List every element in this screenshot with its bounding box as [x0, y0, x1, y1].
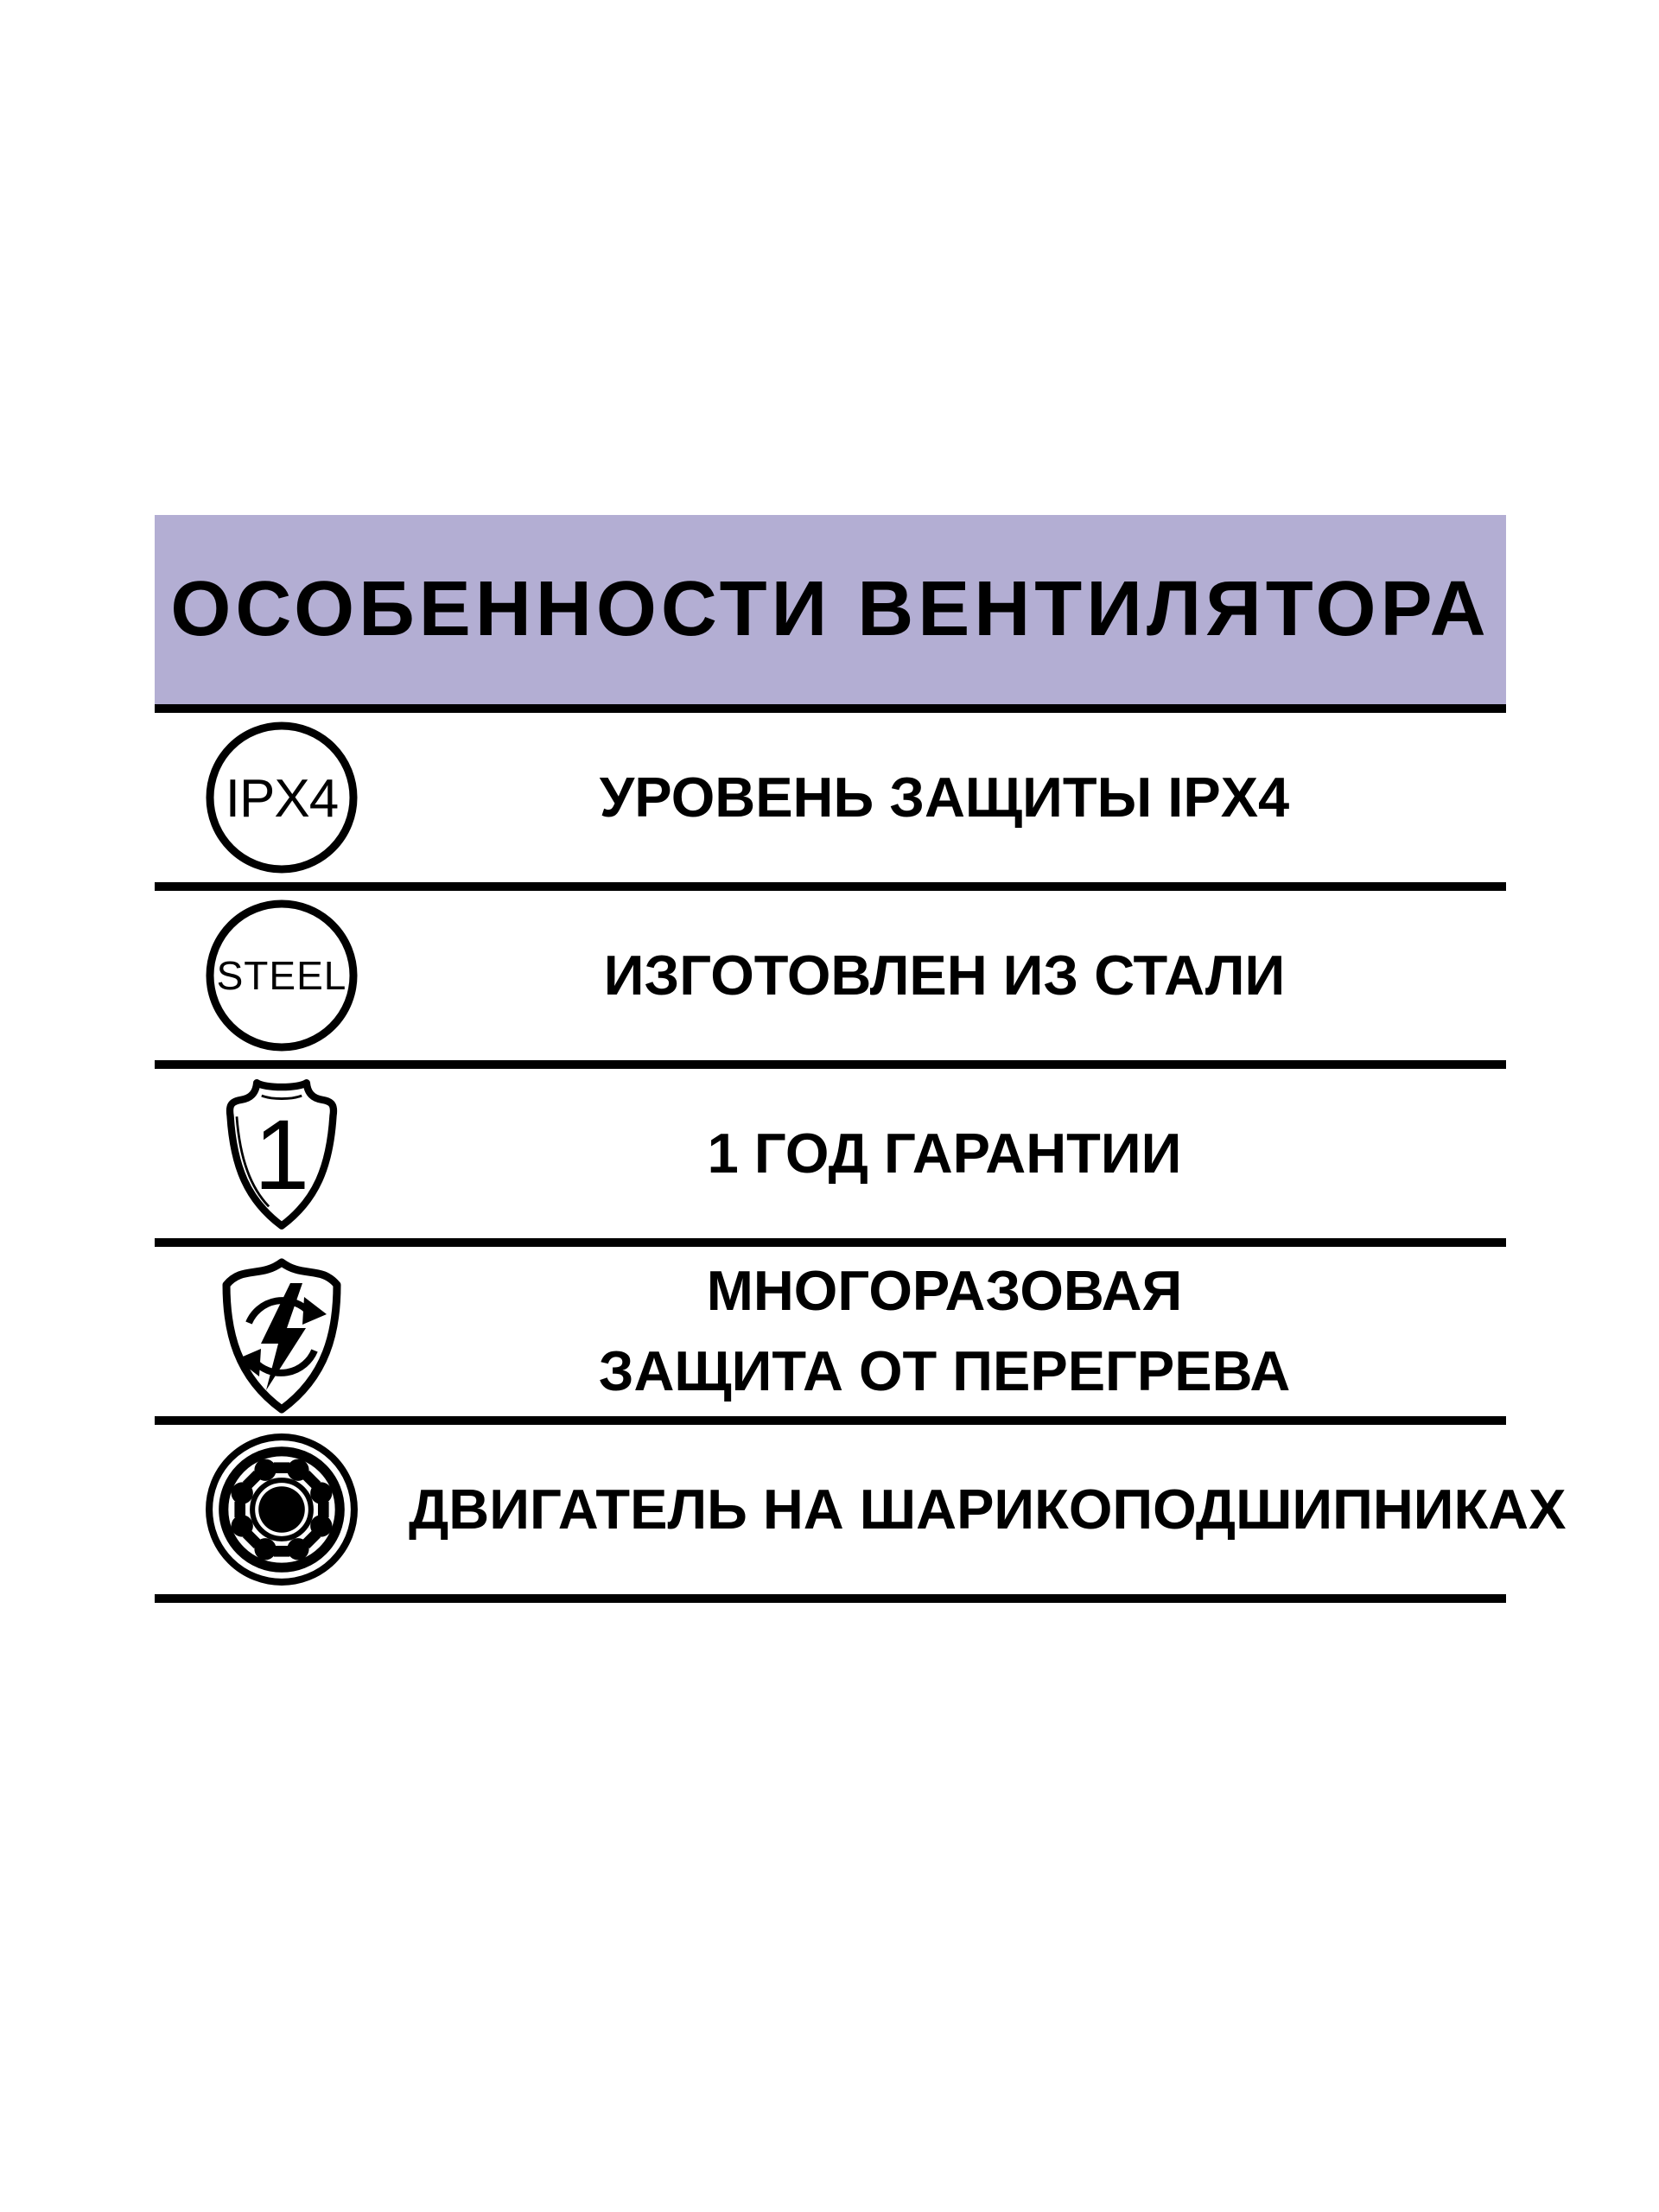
steel-badge-label: STEEL	[216, 953, 347, 998]
feature-row-overheat	[155, 1247, 1506, 1416]
icon-cell	[155, 1432, 409, 1587]
icon-cell	[155, 899, 409, 1052]
feature-row-bearing	[155, 1425, 1567, 1594]
icon-cell	[155, 1073, 409, 1234]
divider-line	[155, 882, 1506, 891]
overheat-protection-icon	[207, 1249, 356, 1414]
content-sheet	[155, 515, 1567, 1603]
divider-line	[155, 1060, 1506, 1069]
feature-text	[409, 758, 1506, 838]
divider-line	[155, 704, 1506, 713]
ipx4-badge-icon	[205, 721, 359, 874]
feature-row-steel	[155, 891, 1506, 1060]
divider-line	[155, 1416, 1506, 1425]
feature-text	[409, 936, 1506, 1016]
feature-label: ИЗГОТОВЛЕН ИЗ СТАЛИ	[603, 943, 1286, 1007]
divider-line	[155, 1594, 1506, 1603]
feature-label-line2: ЗАЩИТА ОТ ПЕРЕГРЕВА	[598, 1339, 1291, 1402]
icon-cell	[155, 1249, 409, 1414]
feature-text	[409, 1114, 1506, 1194]
ipx4-badge-label: IPX4	[225, 769, 339, 829]
feature-text	[409, 1251, 1506, 1412]
steel-badge-icon	[205, 899, 359, 1052]
warranty-shield-label: 1	[253, 1099, 310, 1211]
feature-label: ДВИГАТЕЛЬ НА ШАРИКОПОДШИПНИКАХ	[409, 1477, 1567, 1541]
icon-cell	[155, 721, 409, 874]
ball-bearing-icon	[204, 1432, 359, 1587]
page-title: ОСОБЕННОСТИ ВЕНТИЛЯТОРА	[170, 566, 1491, 652]
header-band	[155, 515, 1506, 704]
warranty-shield-icon	[213, 1073, 350, 1234]
feature-label: УРОВЕНЬ ЗАЩИТЫ IPX4	[599, 765, 1290, 829]
divider-line	[155, 1238, 1506, 1247]
feature-text	[409, 1470, 1592, 1550]
feature-row-ipx4	[155, 713, 1506, 882]
feature-label: МНОГОРАЗОВАЯ	[706, 1259, 1183, 1323]
feature-row-warranty	[155, 1069, 1506, 1238]
feature-label: 1 ГОД ГАРАНТИИ	[707, 1121, 1182, 1185]
